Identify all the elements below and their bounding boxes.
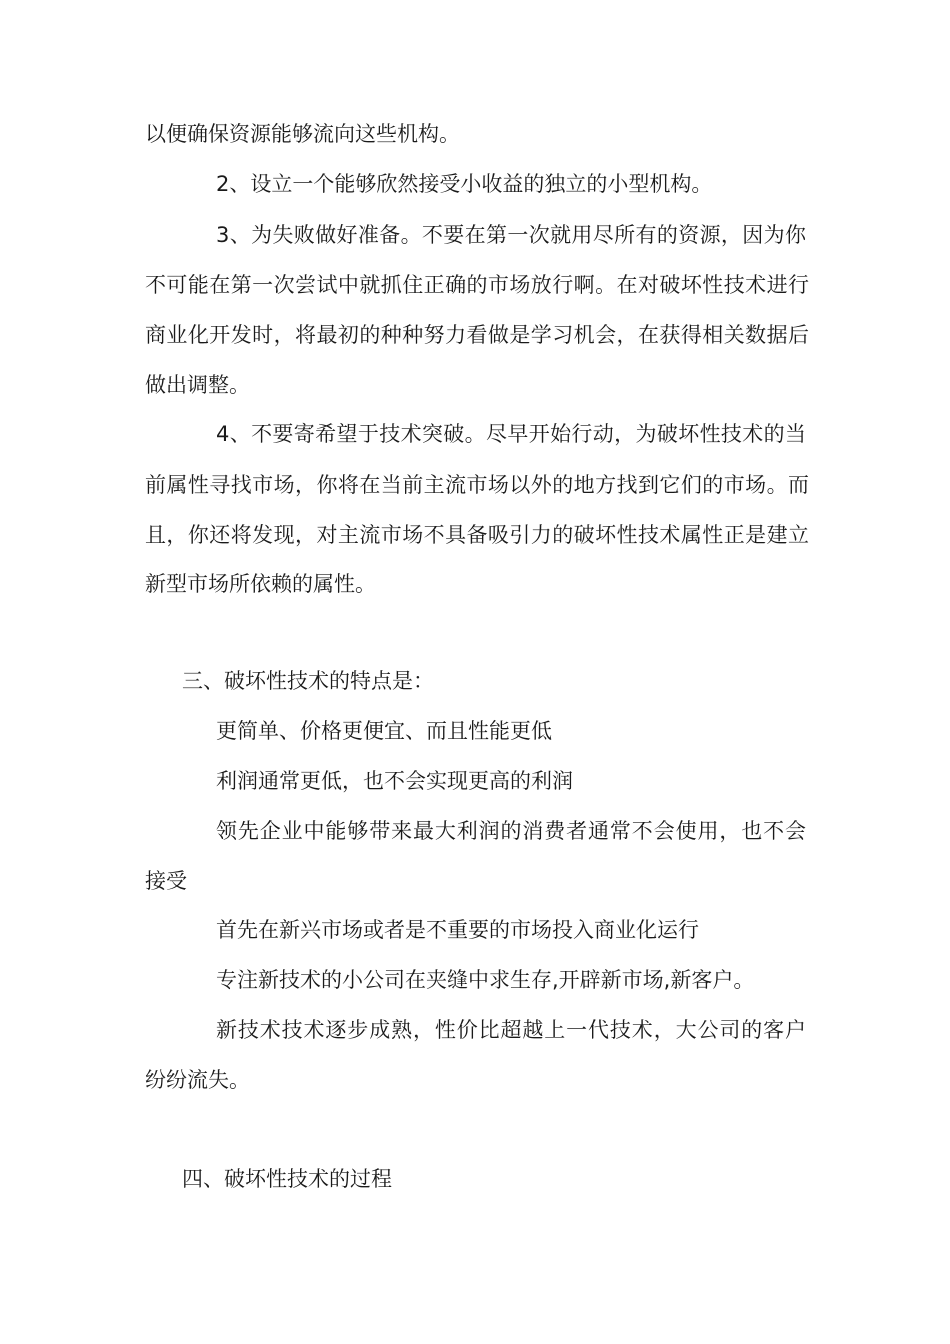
- section-heading-3: 三、破坏性技术的特点是：: [182, 669, 434, 693]
- list-item-3-line-3: 商业化开发时，将最初的种种努力看做是学习机会，在获得相关数据后: [145, 323, 809, 347]
- feature-item-6-line-1: 新技术技术逐步成熟，性价比超越上一代技术，大公司的客户: [216, 1018, 806, 1042]
- list-item-4-line-3: 且，你还将发现，对主流市场不具备吸引力的破坏性技术属性正是建立: [145, 523, 809, 547]
- list-item-3-line-2: 不可能在第一次尝试中就抓住正确的市场放行啊。在对破坏性技术进行: [145, 273, 809, 297]
- feature-item-2: 利润通常更低，也不会实现更高的利润: [216, 769, 573, 793]
- list-item-3-line-1: 3、为失败做好准备。不要在第一次就用尽所有的资源，因为你: [216, 223, 806, 247]
- feature-item-6-line-2: 纷纷流失。: [145, 1068, 250, 1092]
- list-item-4-line-2: 前属性寻找市场，你将在当前主流市场以外的地方找到它们的市场。而: [145, 473, 809, 497]
- feature-item-1: 更简单、价格更便宜、而且性能更低: [216, 719, 552, 743]
- list-item-4-line-4: 新型市场所依赖的属性。: [145, 572, 376, 596]
- feature-item-5: 专注新技术的小公司在夹缝中求生存,开辟新市场,新客户。: [216, 968, 755, 992]
- feature-item-3-line-2: 接受: [145, 869, 187, 893]
- section-heading-4: 四、破坏性技术的过程: [182, 1167, 392, 1191]
- list-item-2: 2、设立一个能够欣然接受小收益的独立的小型机构。: [216, 172, 713, 196]
- list-item-4-line-1: 4、不要寄希望于技术突破。尽早开始行动，为破坏性技术的当: [216, 422, 806, 446]
- paragraph-line: 以便确保资源能够流向这些机构。: [145, 122, 460, 146]
- feature-item-4: 首先在新兴市场或者是不重要的市场投入商业化运行: [216, 918, 699, 942]
- feature-item-3-line-1: 领先企业中能够带来最大利润的消费者通常不会使用，也不会: [216, 819, 806, 843]
- list-item-3-line-4: 做出调整。: [145, 373, 250, 397]
